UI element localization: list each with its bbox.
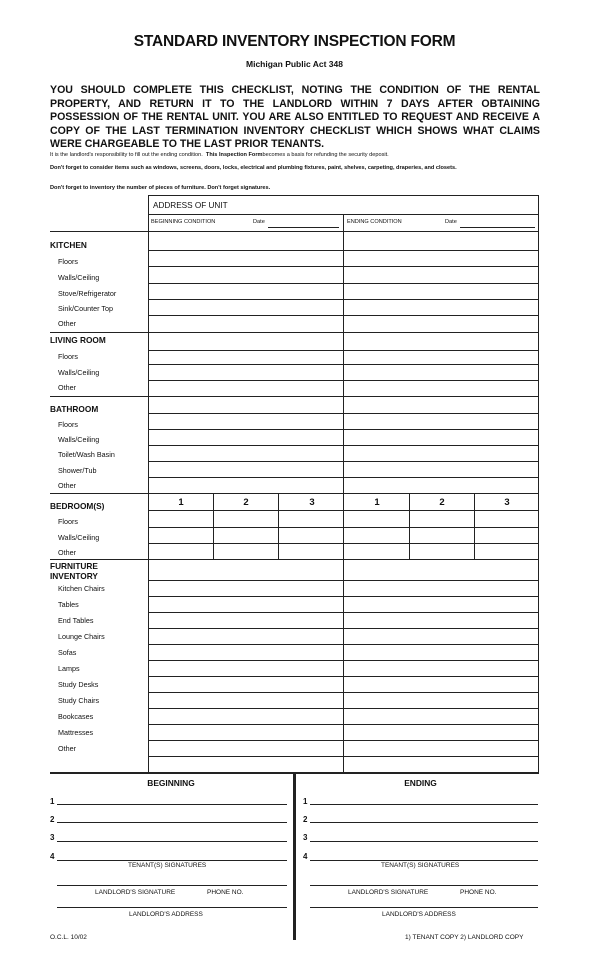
- landlord-note-a: It is the landlord's responsibility to fill out the ending condition.: [50, 152, 203, 158]
- condition-entry-line[interactable]: [149, 350, 538, 351]
- tenant-signature-line[interactable]: [57, 822, 287, 823]
- form-code: O.C.L. 10/02: [50, 934, 87, 941]
- condition-entry-line[interactable]: [149, 413, 538, 414]
- tenant-signatures-caption: TENANT(S) SIGNATURES: [128, 862, 207, 869]
- bedroom-col-divider: [213, 493, 214, 559]
- phone-number-caption: PHONE NO.: [207, 889, 244, 896]
- notice-last-line: WERE CHARGEABLE TO THE LAST PRIOR TENANTS.: [50, 138, 325, 150]
- bedroom-section-divider: [50, 559, 539, 560]
- item-label: Other: [58, 383, 76, 392]
- living-section-divider: [50, 396, 539, 397]
- bedroom-column-1: 1: [374, 497, 380, 508]
- condition-entry-line[interactable]: [149, 299, 538, 300]
- phone-number-caption: PHONE NO.: [460, 889, 497, 896]
- bedroom-column-3: 3: [309, 497, 315, 508]
- notice-paragraph: YOU SHOULD COMPLETE THIS CHECKLIST, NOTING THE CONDITION OF THE RENTAL PROPERTY, AND RETURN IT TO THE LANDLORD WITHIN 7 DAYS AFTER OBTAINING POSSESSION OF THE RENTAL UNIT. YOU ARE ALSO ENTITLED TO REQUEST AND RECEIVE A COPY OF THE LAST TERMINATION INVENTORY CHECKLIST WHICH SHOWS WHAT CLAIMS: [50, 84, 540, 137]
- condition-entry-line[interactable]: [149, 676, 538, 677]
- landlord-address-caption: LANDLORD'S ADDRESS: [129, 911, 203, 918]
- signature-number: 3: [303, 833, 308, 842]
- landlord-signature-line[interactable]: [310, 885, 538, 886]
- form-title: STANDARD INVENTORY INSPECTION FORM: [133, 33, 456, 50]
- landlord-note: [50, 152, 389, 158]
- landlord-address-line[interactable]: [310, 907, 538, 908]
- bathroom-heading: BATHROOM: [50, 404, 99, 414]
- item-label: Study Desks: [58, 680, 99, 689]
- signature-number: 1: [303, 797, 308, 806]
- bedroom-col-divider: [278, 493, 279, 559]
- landlord-signature-caption: LANDLORD'S SIGNATURE: [95, 889, 176, 896]
- landlord-address-caption: LANDLORD'S ADDRESS: [382, 911, 456, 918]
- ending-condition-label: ENDING CONDITION: [347, 219, 402, 225]
- item-label: Walls/Ceiling: [58, 435, 100, 444]
- condition-entry-line[interactable]: [149, 580, 538, 581]
- condition-entry-line[interactable]: [149, 250, 538, 251]
- condition-entry-line[interactable]: [149, 543, 538, 544]
- landlord-address-line[interactable]: [57, 907, 287, 908]
- condition-entry-line[interactable]: [149, 740, 538, 741]
- bedroom-header-divider: [148, 510, 539, 511]
- item-label: Kitchen Chairs: [58, 584, 105, 593]
- item-label: Stove/Refrigerator: [58, 289, 117, 298]
- item-label: Study Chairs: [58, 696, 100, 705]
- condition-entry-line[interactable]: [149, 644, 538, 645]
- condition-entry-line[interactable]: [149, 445, 538, 446]
- ending-date-field[interactable]: [460, 227, 535, 228]
- bedroom-column-2: 2: [243, 497, 249, 508]
- beginning-date-label: Date: [253, 219, 265, 225]
- item-label: Other: [58, 548, 76, 557]
- signature-number: 2: [303, 815, 308, 824]
- ending-date-label: Date: [445, 219, 457, 225]
- copy-distribution: 1) TENANT COPY 2) LANDLORD COPY: [405, 934, 524, 941]
- tenant-signatures-caption: TENANT(S) SIGNATURES: [381, 862, 460, 869]
- item-label: Sofas: [58, 648, 77, 657]
- tenant-signature-line[interactable]: [57, 860, 287, 861]
- bedroom-column-3: 3: [504, 497, 510, 508]
- signature-number: 4: [303, 852, 308, 861]
- furniture-heading: [50, 561, 98, 581]
- beginning-date-field[interactable]: [268, 227, 339, 228]
- kitchen-heading: KITCHEN: [50, 240, 87, 250]
- bedroom-col-divider: [409, 493, 410, 559]
- condition-entry-line[interactable]: [149, 756, 538, 757]
- address-of-unit-label: ADDRESS OF UNIT: [153, 201, 228, 210]
- table-right-border: [538, 195, 539, 773]
- tenant-signature-line[interactable]: [310, 804, 538, 805]
- signature-number: 3: [50, 833, 55, 842]
- condition-entry-line[interactable]: [149, 429, 538, 430]
- landlord-signature-caption: LANDLORD'S SIGNATURE: [348, 889, 429, 896]
- item-label: Lamps: [58, 664, 80, 673]
- item-label: Walls/Ceiling: [58, 368, 100, 377]
- condition-entry-line[interactable]: [149, 724, 538, 725]
- item-label: Other: [58, 481, 76, 490]
- bedroom-column-2: 2: [439, 497, 445, 508]
- item-label: Bookcases: [58, 712, 94, 721]
- item-label: Other: [58, 319, 76, 328]
- condition-entry-line[interactable]: [149, 266, 538, 267]
- item-label: Floors: [58, 517, 78, 526]
- furniture-note: Don't forget to inventory the number of pieces of furniture. Don't forget signatures.: [50, 185, 271, 191]
- item-label: Toilet/Wash Basin: [58, 450, 115, 459]
- condition-entry-line[interactable]: [149, 380, 538, 381]
- item-label: Shower/Tub: [58, 466, 97, 475]
- signature-number: 4: [50, 852, 55, 861]
- bedroom-column-1: 1: [178, 497, 184, 508]
- landlord-note-c: becomes a basis for refunding the security deposit.: [262, 152, 389, 158]
- form-subtitle: Michigan Public Act 348: [246, 59, 343, 69]
- living-room-heading: LIVING ROOM: [50, 335, 106, 345]
- furniture-heading-line1: FURNITURE: [50, 561, 98, 571]
- item-label: Sink/Counter Top: [58, 304, 114, 313]
- header-row-divider: [50, 231, 539, 232]
- table-top-border: [148, 195, 539, 196]
- item-label: Tables: [58, 600, 79, 609]
- condition-entry-line[interactable]: [149, 283, 538, 284]
- item-label: Floors: [58, 352, 78, 361]
- condition-entry-line[interactable]: [149, 315, 538, 316]
- item-label: Walls/Ceiling: [58, 273, 100, 282]
- table-left-border: [148, 195, 149, 773]
- signature-number: 2: [50, 815, 55, 824]
- item-label: End Tables: [58, 616, 94, 625]
- condition-entry-line[interactable]: [149, 628, 538, 629]
- item-label: Mattresses: [58, 728, 94, 737]
- tenant-signature-line[interactable]: [57, 841, 287, 842]
- beginning-signatures-title: BEGINNING: [147, 778, 195, 788]
- condition-entry-line[interactable]: [149, 692, 538, 693]
- tenant-signature-line[interactable]: [57, 804, 287, 805]
- condition-entry-line[interactable]: [149, 477, 538, 478]
- condition-entry-line[interactable]: [149, 461, 538, 462]
- items-note: Don't forget to consider items such as windows, screens, doors, locks, electrical and plumbing fixtures, paint, shelves, carpeting, draperies, and closets.: [50, 165, 457, 171]
- bedroom-heading: BEDROOM(S): [50, 501, 105, 511]
- landlord-signature-line[interactable]: [57, 885, 287, 886]
- item-label: Floors: [58, 420, 78, 429]
- item-label: Other: [58, 744, 76, 753]
- item-label: Floors: [58, 257, 78, 266]
- condition-entry-line[interactable]: [149, 708, 538, 709]
- beginning-condition-label: BEGINNING CONDITION: [151, 219, 216, 225]
- bathroom-section-divider: [50, 493, 539, 494]
- item-label: Walls/Ceiling: [58, 533, 100, 542]
- item-label: Lounge Chairs: [58, 632, 105, 641]
- tenant-signature-line[interactable]: [310, 841, 538, 842]
- condition-entry-line[interactable]: [149, 364, 538, 365]
- condition-entry-line[interactable]: [149, 660, 538, 661]
- landlord-note-b: This Inspection Form: [205, 152, 263, 158]
- furniture-heading-line2: INVENTORY: [50, 571, 98, 581]
- signature-number: 1: [50, 797, 55, 806]
- condition-entry-line[interactable]: [149, 612, 538, 613]
- kitchen-section-divider: [50, 332, 539, 333]
- ending-signatures-title: ENDING: [404, 778, 437, 788]
- tenant-signature-line[interactable]: [310, 860, 538, 861]
- tenant-signature-line[interactable]: [310, 822, 538, 823]
- signature-divider: [293, 772, 296, 940]
- condition-entry-line[interactable]: [149, 596, 538, 597]
- condition-entry-line[interactable]: [149, 527, 538, 528]
- bedroom-col-divider: [474, 493, 475, 559]
